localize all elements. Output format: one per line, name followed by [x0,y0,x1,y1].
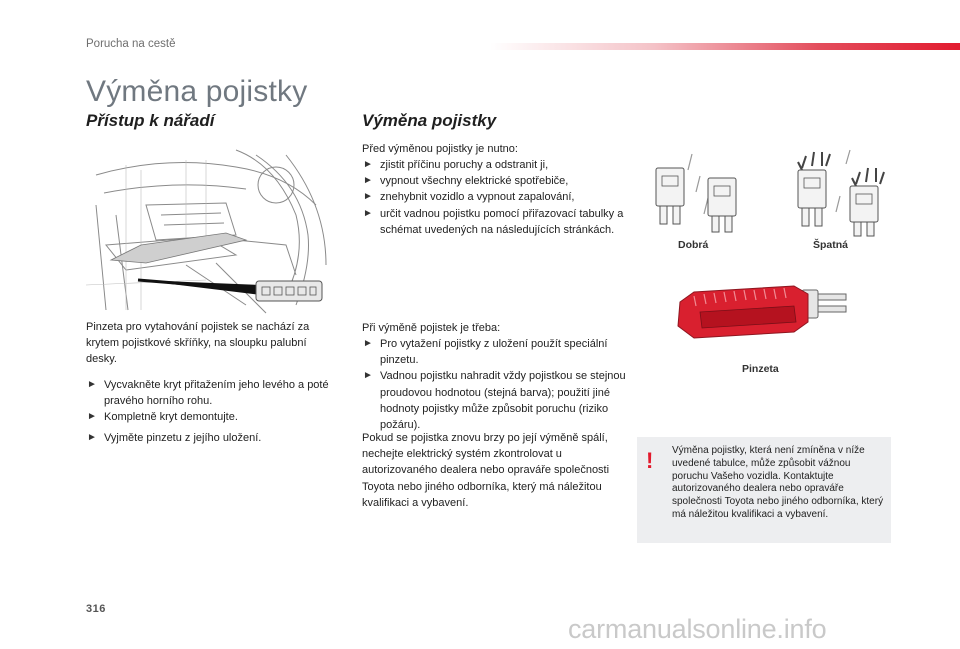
bullet-icon: ► [363,207,373,219]
bad-fuses-illustration [786,146,896,236]
right-closing-paragraph: Pokud se pojistka znovu brzy po její výměně spálí, nechejte elektrický systém zkontrolovat u autorizovaného dealera nebo opravářе společnosti Toyota nebo jiného odborníka, který má náležitou kvalifikaci a vybavení. [362,432,610,509]
bullet-icon: ► [363,338,373,349]
right-intro-text-2: Při výměně pojistek je třeba: [362,322,501,334]
bullet-icon: ► [87,411,97,423]
list-item: ► Vadnou pojistku nahradit vždy pojistkou se stejnou proudovou hodnotou (stejná barva); použití jiné hodnoty pojistky může způsobit poruchu (riziko požáru). [363,370,626,432]
bullet-icon: ► [363,159,373,170]
left-steps-list [86,377,336,426]
right-intro-text: Před výměnou pojistky je nutno: [362,143,518,155]
good-fuse-caption: Dobrá [678,239,709,251]
list-item: ► Vyjměte pinzetu z jejího uložení. [86,430,336,446]
list-item: ► znehybnit vozidlo a vypnout zapalování, [362,189,632,205]
bullet-icon: ► [87,379,97,390]
list-item: ► Vycvakněte kryt přitažením jeho levého a poté pravého horního rohu. [87,379,329,408]
good-fuses-illustration [648,148,758,236]
list-item: ► určit vadnou pojistku pomocí přiřazovací tabulky a schémat uvedených na následujících stránkách. [363,207,624,236]
warning-text: Výměna pojistky, která není zmíněna v níže uvedené tabulce, může způsobit vážnou poruchu Vašeho vozidla. Kontaktujte autorizovaného dealera nebo opravářе společnosti Toyota nebo jiného odborníka, který má náležitou kvalifikaci a vybavení. [672,445,884,520]
pliers-caption: Pinzeta [742,363,779,375]
replacement-rules-list [362,336,632,433]
left-steps-list-2 [86,430,336,446]
bullet-icon: ► [363,191,373,203]
list-item: ► vypnout všechny elektrické spotřebiče, [362,173,632,189]
list-item: ► Pro vytažení pojistky z uložení použít speciální pinzetu. [363,338,608,367]
preconditions-list [362,157,632,238]
header-accent-bar [490,43,960,50]
watermark-text: carmanualsonline.info [568,614,827,644]
bullet-icon: ► [363,175,373,187]
right-section-heading: Výměna pojistky [362,111,497,130]
list-item: ► Kompletně kryt demontujte. [86,409,336,425]
bad-fuse-caption: Špatná [813,239,849,251]
page-title: Výměna pojistky [86,75,308,108]
bullet-icon: ► [363,370,373,382]
section-label: Porucha na cestě [86,38,176,50]
fuse-pliers-illustration [674,282,864,350]
left-section-heading: Přístup k nářadí [86,111,215,130]
list-item: ► zjistit příčinu poruchy a odstranit ji, [362,157,632,173]
exclamation-icon: ! [646,448,654,473]
bullet-icon: ► [87,432,97,443]
page-number: 316 [86,603,106,615]
dashboard-illustration [86,145,340,317]
left-intro-text: Pinzeta pro vytahování pojistek se nachází za krytem pojistkové skříňky, na sloupku palubní desky. [86,321,310,366]
